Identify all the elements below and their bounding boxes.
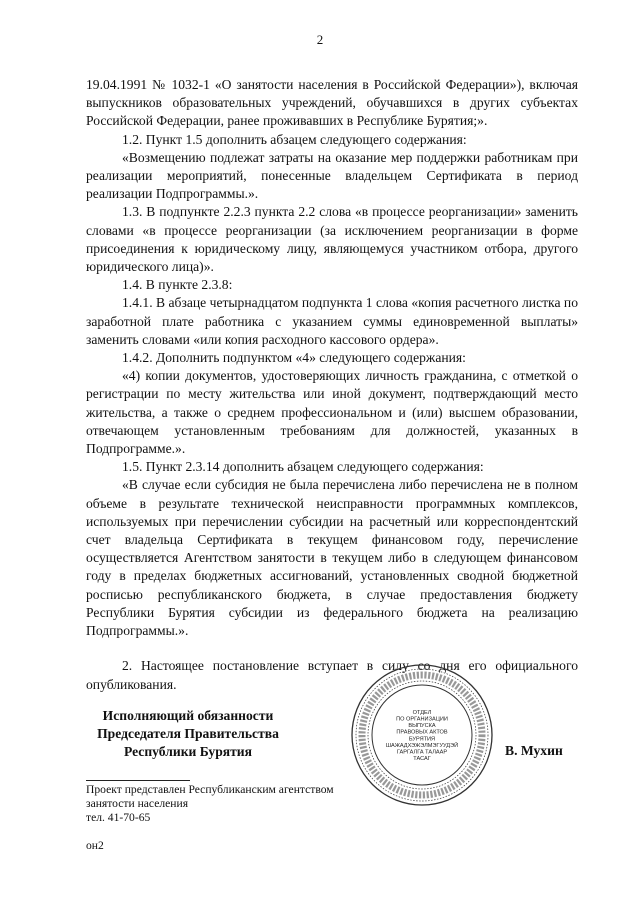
document-code: он2 (86, 839, 104, 852)
paragraph: 1.4.1. В абзаце четырнадцатом подпункта 1 слова «копия расчетного листка по заработной плате работника с указанием суммы единовременной выплаты» заменить словами «или копия расходного кассового ордера». (86, 295, 578, 347)
document-body (86, 76, 578, 694)
page-number: 2 (316, 32, 324, 47)
stamp-text-line: ПО ОРГАНИЗАЦИИ (396, 716, 448, 723)
signatory-name: В. Мухин (505, 743, 563, 758)
stamp-text-line: ГАРГАЛГА ТАЛААР (396, 749, 448, 756)
paragraph: 19.04.1991 № 1032-1 «О занятости населения в Российской Федерации»), включая выпускников образовательных учреждений, обучавшихся в других субъектах Российской Федерации, ранее проживавших в Республике Бурятия;». (86, 77, 578, 129)
stamp-text-line: ОТДЕЛ (412, 709, 432, 716)
paragraph: «4) копии документов, удостоверяющих личность гражданина, с отметкой о регистрации по месту жительства или иной документ, подтверждающий место жительства, а также о среднем профессиональном и (или) высшем образовании, отвечающем установленным требованиям для должностей, указанных в Подпрограмме.». (86, 368, 578, 457)
paragraph: «В случае если субсидия не была перечислена либо перечислена не в полном объеме в результате технической неисправности программных комплексов, используемых при перечислении субсидии на расчетный или корреспондентский счет владельца Сертификата в текущем финансовом году, перечисление осуществляется Агентством занятости в текущем либо в следующем финансовом году в пределах бюджетных ассигнований, установленных сводной бюджетной росписью республиканского бюджета, в случае предоставления бюджету Республики Бурятия субсидии из федерального бюджета на реализацию Подпрограммы.». (86, 477, 578, 639)
stamp-text-line: ШАЖАДХЭЖЭЛМЭГУУДЭЙ (385, 742, 459, 749)
stamp-text-line: ТАСАГ (413, 756, 431, 763)
official-seal (349, 662, 495, 808)
signatory-position: Исполняющий обязанности Председателя Правительства Республики Бурятия (97, 708, 279, 759)
paragraph: 1.4. В пункте 2.3.8: (122, 277, 233, 293)
paragraph: 1.3. В подпункте 2.2.3 пункта 2.2 слова «в процессе реорганизации» заменить словами «в процессе реорганизации (за исключением реорганизации в форме присоединения к юридическому лицу, являющемуся участником отбора, другого юридического лица)». (86, 204, 578, 275)
footnote: Проект представлен Республиканским агентством занятости населения тел. 41-70-65 (86, 783, 334, 825)
stamp-text-line: ВЫПУСКА (408, 723, 436, 730)
paragraph: 1.2. Пункт 1.5 дополнить абзацем следующего содержания: (122, 131, 467, 147)
stamp-text-line: БУРЯТИЯ (408, 736, 436, 743)
paragraph: 2. Настоящее постановление вступает в силу со дня его официального опубликования. (86, 658, 578, 692)
paragraph: 1.5. Пункт 2.3.14 дополнить абзацем следующего содержания: (122, 459, 484, 475)
stamp-text-line: ПРАВОВЫХ АКТОВ (396, 729, 448, 736)
paragraph: «Возмещению подлежат затраты на оказание мер поддержки работникам при реализации мероприятий, понесенные владельцем Сертификата в период реализации Подпрограммы.». (86, 149, 578, 202)
paragraph: 1.4.2. Дополнить подпунктом «4» следующего содержания: (122, 350, 466, 366)
footnote-divider (86, 780, 190, 781)
